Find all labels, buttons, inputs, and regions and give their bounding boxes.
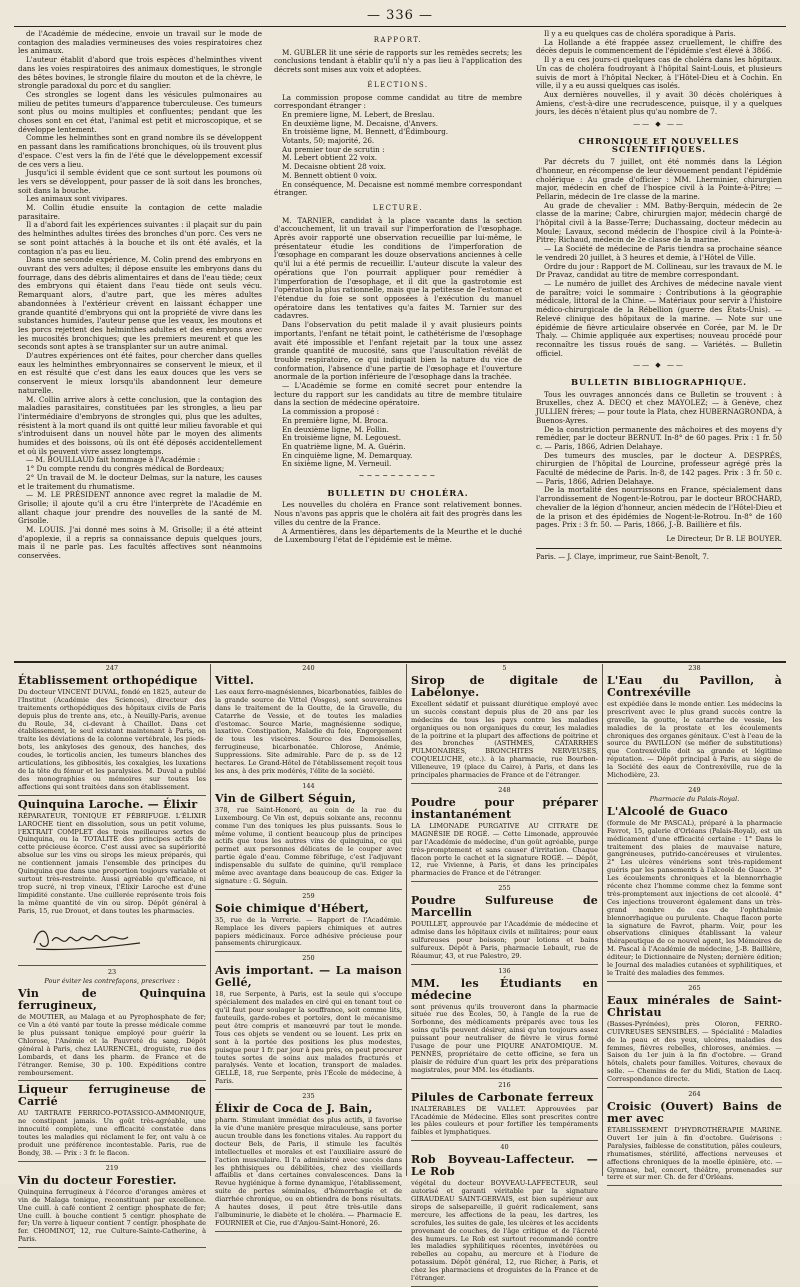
ad-number: 5 bbox=[502, 664, 507, 672]
paragraph: Dans une seconde expérience, M. Colin prend des embryons en ouvrant des vers adultes; il dépose ensuite les embryons dans du fourrage, dans des débris alimentaires et dans de l'eau tiède; ceux des embryons qui étaient dans l'eau tiède ont seuls vécu. Remarquant alors, d'autre part, que les mères adultes abandonnées à l'extérieur crèvent en laissant échapper une grande quantité d'embryons qui ont la propriété de vivre dans les substances humides, l'auteur pense que les veaux, les moutons et les porcs rejettent des helminthes adultes et des embryons avec les mucosités bronchiques; que les premiers meurent et que les seconds sont aptes à se transplanter sur un autre animal. bbox=[18, 255, 262, 352]
imprint-rule bbox=[536, 548, 782, 549]
ad-separator bbox=[411, 783, 598, 784]
ad-title: Eaux minérales de Saint-Christau bbox=[607, 993, 782, 1019]
ad-title: Quinquina Laroche. — Élixir bbox=[18, 797, 198, 811]
paragraph: Ordre du jour : Rapport de M. Collineau, sur les travaux de M. le Dr Pravaz, candidat au titre de membre correspondant. bbox=[536, 261, 782, 280]
paragraph: Des tumeurs des muscles, par le docteur A. DESPRÉS, chirurgien de l'hôpital de Lourcine, professeur agrégé près la Faculté de médecine de Paris. In-8, de 142 pages. Prix : 3 fr. 50 c. — Paris, 1866, Adrien Delahaye. bbox=[536, 450, 782, 486]
ad-title: L'Eau du Pavillon, à Contrexéville bbox=[607, 673, 782, 699]
ad-title: Élixir de Coca de J. Bain, bbox=[215, 1102, 373, 1116]
chronique-heading: CHRONIQUE ET NOUVELLES SCIENTIFIQUES. bbox=[578, 135, 740, 155]
ad-separator bbox=[215, 779, 402, 780]
ad-title: Poudre pour préparer instantanément bbox=[411, 795, 598, 821]
ad-body: LA LIMONADE PURGATIVE AU CITRATE DE MAGNÉSIE DE ROGÉ. — Cette Limonade, approuvée par l'Académie de médecine, d'un goût agréable, purge très-promptement et sans causer d'irritation. Chaque flacon porte le cachet et la signature ROGÉ. — Dépôt, 12, rue Vivienne, à Paris, et dans les principales pharmacies de France et de l'étranger. bbox=[411, 821, 598, 878]
paragraph: Comme les helminthes sont en grand nombre ils se développent en passant dans les ramifications bronchiques, où ils trouvent plus d'espace. C'est vers la fin de l'été que le développement excessif de ces vers a lieu. bbox=[18, 133, 262, 169]
paragraph: La commission a proposé : bbox=[282, 407, 380, 417]
ad-separator bbox=[607, 1087, 782, 1088]
ad-number: 265 bbox=[688, 983, 701, 992]
advertisement bbox=[607, 787, 782, 982]
ad-number: 264 bbox=[688, 1090, 701, 1099]
paragraph: En cinquième ligne, M. Demarquay. bbox=[282, 450, 413, 460]
advertisement bbox=[18, 1165, 206, 1248]
handwritten-signature bbox=[28, 921, 148, 955]
bibliographie-text bbox=[536, 391, 782, 530]
ad-separator bbox=[411, 1078, 598, 1079]
ad-title: Soie chimique d'Hébert, bbox=[215, 901, 369, 915]
ad-number: 235 bbox=[302, 1092, 315, 1101]
ad-title: MM. les Étudiants en médecine bbox=[411, 976, 598, 1002]
paragraph: Dans l'observation du petit malade il y avait plusieurs points importants, l'enfant ne tétait point, le cathétérisme de l'œsophage avait été impossible et l'enfant rejetait par la toux une assez grande quantité de mucosité, sans que l'auscultation révélât de trouble respiratoire, ce qui indiquait bien la nature du vice de conformation, l'absence d'une partie de l'œsophage et l'ouverture anormale de la portion inférieure de l'œsophage dans la trachée. bbox=[274, 320, 522, 382]
paragraph: — La Société de médecine de Paris tiendra sa prochaine séance le vendredi 20 juillet, à 3 heures et demie, à l'Hôtel de Ville. bbox=[536, 244, 782, 262]
paragraph: Au grade de chevalier : MM. Batby-Berquin, médecin de 2e classe de la marine; Cabre, chirurgien major, médecin chargé de l'hôpital civil à la Basse-Terre; Duchassaing, docteur médecin au Moule; Lavaux, second médecin de l'hospice civil à la Pointe-à-Pitre; Richaud, médecin de 2e classe de la marine. bbox=[536, 200, 782, 245]
paragraph: Les nouvelles du choléra en France sont relativement bonnes. Nous n'avons pas appris que le choléra ait fait des progrès dans les villes du centre de la France. bbox=[274, 500, 522, 527]
paragraph: En deuxième ligne, M. Decaisne, d'Anvers. bbox=[282, 118, 439, 128]
paragraph: Il y a eu ces jours-ci quelques cas de choléra dans les hôpitaux. Un cas de choléra foudroyant à l'hôpital Saint-Louis, et plusieurs suivis de mort à l'hôpital Necker, à l'Hôtel-Dieu et à Cochin. En ville, il y a eu aussi quelques cas isolés. bbox=[536, 55, 782, 91]
ad-title: Vin de Gilbert Séguin, bbox=[215, 791, 357, 805]
ad-subheading: Pharmacie du Palais-Royal. bbox=[649, 794, 740, 803]
ad-separator bbox=[18, 1080, 206, 1081]
column-rapport bbox=[274, 30, 522, 650]
ad-separator bbox=[18, 1161, 206, 1162]
advertisement bbox=[215, 893, 402, 953]
advertisement bbox=[215, 783, 402, 890]
paragraph: Jusqu'ici il semble évident que ce sont surtout les poumons où les vers se développent, pour passer de là soit dans les bronches, soit dans la bouche. bbox=[18, 168, 262, 195]
bulletin-cholera-text bbox=[274, 501, 522, 545]
paragraph: D'autres expériences ont été faites, pour chercher dans quelles eaux les helminthes embryonnaires se conservent le mieux, et il en est résulté que c'est dans les eaux douces que les vers se conservent le mieux lorsqu'ils abandonnent leur demeure naturelle. bbox=[18, 351, 262, 395]
paragraph: En premiere ligne, M. Lebert, de Breslau. bbox=[282, 109, 435, 119]
ad-separator bbox=[411, 1140, 598, 1141]
paragraph: M. Decaisne obtient 28 voix. bbox=[282, 162, 387, 172]
advertisement bbox=[607, 665, 782, 784]
ad-title: Sirop de digitale de Labélonye. bbox=[411, 673, 598, 699]
ad-body: POUILLET, approuvée par l'Académie de médecine et admise dans les hôpitaux civils et militaires; pour eaux sulfureuses pour boisson; pour lotions et bains sulfureux. Dépôt à Paris, pharmacie Lebault, rue de Réaumur, 43, et rue Palestro, 29. bbox=[411, 920, 598, 960]
ad-body: végétal du docteur BOYVEAU-LAFFECTEUR, seul autorisé et garanti véritable par la signature GIRAUDEAU SAINT-GERVAIS, est bien supérieur aux sirops de salsepareille, il guérit radicalement, sans mercure, les affections de la peau, les dartres, les scrofules, les suites de gale, les ulcères et les accidents provenant de couches, de l'âge critique et de l'âcreté des humeurs. Le Rob est surtout recommandé contre les maladies syphilitiques récentes, invétérées ou rebelles au copahu, au mercure et à l'iodure de potassium. Dépôt général, 12, rue Richer, à Paris, et chez les pharmaciens et droguistes de la France et de l'étranger. bbox=[411, 1179, 598, 1283]
ad-separator bbox=[411, 964, 598, 965]
paragraph: En première ligne, M. Broca. bbox=[282, 415, 389, 425]
ad-separator bbox=[607, 783, 782, 784]
advertisement bbox=[18, 799, 206, 967]
advertisement bbox=[215, 665, 402, 780]
paragraph: En troisième ligne, M. Bennett, d'Édimbourg. bbox=[282, 127, 449, 137]
paragraph: M. Collin arrive alors à cette conclusion, que la contagion des maladies parasitaires, constituées par les strongles, a lieu par l'intermédiaire d'embryons de strongles qui, plus que les adultes, résistent à la mort quand ils ont quitté leur milieu favorable et qui s'introduisent dans un nouvel hôte par le moyen des aliments humides et des boissons, où ils ont été déposés accidentellement et où ils peuvent vivre assez longtemps. bbox=[18, 394, 262, 456]
ad-separator bbox=[607, 1185, 782, 1186]
ads-column-3 bbox=[407, 664, 603, 1283]
paragraph: Par décrets du 7 juillet, ont été nommés dans la Légion d'honneur, en récompense de leur dévouement pendant l'épidémie cholérique : Au grade d'officier : MM. Lherminier, chirurgien major, médecin en chef de l'hospice civil à la Pointe-à-Pitre; — Pellarin, médecin de 1re classe de la marine. bbox=[536, 157, 782, 201]
elections-heading: ÉLECTIONS. bbox=[367, 80, 429, 89]
paragraph: Tous les ouvrages annoncés dans ce Bulletin se trouvent : à Bruxelles, chez A. DECQ et chez MAYOLEZ; — à Genève, chez JULLIEN frères; — pour toute la Plata, chez HUBERNAGRONDA, à Buenos-Ayres. bbox=[536, 389, 782, 425]
advertisement bbox=[607, 1091, 782, 1186]
ad-title: Établissement orthopédique bbox=[18, 673, 198, 687]
paragraph: La Hollande a été frappée assez cruellement, le chiffre des décès depuis le commencement de l'épidémie s'est élevé à 3866. bbox=[536, 37, 782, 56]
ad-separator bbox=[411, 881, 598, 882]
ad-separator bbox=[18, 795, 206, 796]
advertisement bbox=[18, 1084, 206, 1161]
paragraph: En quatrième ligne, M. A. Guérin. bbox=[282, 441, 406, 451]
paragraph: La commission propose comme candidat au titre de membre correspondant étranger : bbox=[274, 92, 522, 111]
ad-title: Pilules de Carbonate ferreux bbox=[411, 1090, 594, 1104]
paragraph: — Le numéro de juillet des Archives de médecine navale vient de paraître; voici le sommaire : Contributions à la géographie médicale, littoral de la Chine. — Matériaux pour servir à l'histoire médico-chirurgicale de la Rébellion (guerre des États-Unis). — Relevé clinique des hôpitaux de la marine. — Note sur une épidémie de fièvre articulaire observée en Corée, par M. le Dr Thaly. — Chimie appliquée aux expertises; nouveau procédé pour reconnaître les tissus roués de sang. — Variétés. — Bulletin officiel. bbox=[536, 278, 782, 358]
bulletin-cholera-heading: BULLETIN DU CHOLÉRA. bbox=[327, 487, 469, 498]
paragraph: En sixième ligne, M. Verneuil. bbox=[282, 459, 392, 469]
column-chronique bbox=[536, 30, 782, 650]
ad-title: L'Alcoolé de Guaco bbox=[607, 804, 728, 818]
paragraph: 1° Du compte rendu du congrès médical de Bordeaux; bbox=[26, 464, 225, 474]
advertisement bbox=[411, 885, 598, 964]
cholera-continued-text bbox=[536, 30, 782, 117]
ad-number: 255 bbox=[498, 884, 511, 893]
lecture-text bbox=[274, 217, 522, 469]
paragraph: L'auteur établit d'abord que trois espèces d'helminthes vivent dans les voies respiratoires des animaux domestiques, le strongle des bêtes bovines, le strongle filaire du mouton et de la chèvre, le strongle paradoxal du porc et du sanglier. bbox=[18, 55, 262, 91]
paragraph: de l'Académie de médecine, envoie un travail sur le mode de contagion des maladies vermineuses des voies respiratoires chez les animaux. bbox=[18, 29, 262, 56]
paragraph: M. Lebert obtient 22 voix. bbox=[282, 153, 378, 163]
ad-title: Avis important. — La maison Gellé, bbox=[215, 964, 402, 990]
ad-separator bbox=[215, 889, 402, 890]
paragraph: M. LOUIS. J'ai donné mes soins à M. Grisolle; il a été atteint d'apoplexie, il a repris sa connaissance depuis quelques jours, mais il ne parle pas. Les facultés affectives sont néanmoins conservées. bbox=[18, 525, 262, 561]
paragraph: En troisième ligne, M. Legouest. bbox=[282, 433, 401, 443]
ad-separator bbox=[18, 1247, 206, 1248]
ad-body: est expédiée dans le monde entier. Les médecins la prescrivent avec le plus grand succès contre la gravelle, la goutte, le catarrhe de vessie, les maladies de la prostate et les écoulements chroniques des organes génitaux. C'est à l'eau de la source du PAVILLON (se méfier de substitutions) que Contrexéville doit sa grande et légitime réputation. — Dépôt principal à Paris, au siège de la Société des eaux de Contrexéville, rue de la Michodière, 23. bbox=[607, 699, 782, 780]
paragraph: 2° Un travail de M. le docteur Delmas, sur la nature, les causes et le traitement du rhumatisme. bbox=[18, 472, 262, 491]
ad-body: 35, rue de la Verrerie. — Rapport de l'Académie. Remplace les divers papiers chimiques et autres papiers médicinaux. Force adhésive précieuse pour pansements chirurgicaux. bbox=[215, 915, 402, 948]
ornament-divider: ~~~~~~~~~~ bbox=[358, 472, 438, 481]
ad-number: 219 bbox=[105, 1163, 119, 1172]
bibliographie-heading: BULLETIN BIBLIOGRAPHIQUE. bbox=[570, 377, 748, 388]
ornament-divider: —— ◆ —— bbox=[633, 120, 685, 129]
ad-body: ÉTABLISSEMENT D'HYDROTHÉRAPIE MARINE. Ouvert 1er juin à fin d'octobre. Guérisons : Paralysies, faiblesse de constitution, pâles couleurs, rhumatismes, stérilité, affections nerveuses et affections chroniques de la moelle épinière, etc. — Gymnase, bal, concert, théâtre, promenades sur terre et sur mer. Ch. de fer d'Orléans. bbox=[607, 1125, 782, 1182]
paragraph: En conséquence, M. Decaisne est nommé membre correspondant étranger. bbox=[274, 179, 522, 198]
paragraph: Il a d'abord fait les expériences suivantes : il plaçait sur du pain des helminthes adultes tirées des bronches d'un porc. Ces vers ne se sont point attachés à la bouche et ils ont été avalés, et la contagion n'a pas eu lieu. bbox=[18, 220, 262, 256]
ad-body: (formule de Mr PASCAL), préparé à la pharmacie Favrot, 15, galerie d'Orléans (Palais-Royal), est un médicament d'une efficacité certaine : 1° Dans le traitement des plaies de mauvaise nature, gangréneuses, putrido-cancéreuses et virulentes. 2° Les ulcères vénériens sont très-rapidement guéris par les pansements à l'alcoolé de Guaco. 3° Les écoulements chroniques et la blennorrhagie récente chez l'homme comme chez la femme sont très-promptement aux injections de cet alcoolé. 4° Ces injections trouveront également dans un très-grand nombre de cas de l'ophthalmie blennorrhagique ou purulente. Chaque flacon porte la signature de Favrot, pharm. Voir, pour les observations cliniques établissant la valeur thérapeutique de ce nouvel agent, les Mémoires de M. Pascal à l'Académie de médecine, J.-B. Baillière, éditeur; le Dictionnaire de Nysten; dernière édition; le Journal des maladies cutanées et syphilitiques, et le Traité des maladies des femmes. bbox=[607, 818, 782, 977]
ad-body: sont prévenus qu'ils trouveront dans la pharmacie située rue des Écoles, 50, à l'angle de la rue de Sorbonne, des médicaments préparés avec tous les soins qu'ils peuvent désirer, ainsi qu'un toujours assez puissant pour neutraliser de fièvre le virus formé l'usage de pour une PIQURE ANATOMIQUE. M. PENNÈS, propriétaire de cette officine, se fera un plaisir de réduire d'un quart les prix des préparations magistrales, pour MM. les étudiants. bbox=[411, 1002, 598, 1074]
advertisement bbox=[411, 1144, 598, 1287]
ad-preface: Pour éviter les contrefaçons, prescrivez : bbox=[44, 977, 180, 986]
page-number: — 336 — bbox=[366, 8, 434, 23]
advertisement bbox=[215, 1093, 402, 1232]
ad-separator bbox=[607, 981, 782, 982]
ad-body: 18, rue Serpente, à Paris, est la seule qui s'occupe spécialement des malades en ciré qui en tenant tout ce qu'il faut pour soulager la souffrance, soit comme lits, fauteuils, garde-robes et portoirs, dont le mécanisme peut être compris et manœuvré par tout le monde. Tous ces objets se vendent ou se louent. Les prix en sont à la portée des positions les plus modestes, puisque pour 1 fr. par jour à peu près, on peut procurer toutes sortes de soins aux malades fracturés et paralysés. Vente et location, transport de malades. GELLÉ, 18, rue Serpente, près l'École de médecine, à Paris. bbox=[215, 990, 402, 1086]
ads-column-4 bbox=[603, 664, 786, 1182]
ad-body: Les eaux ferro-magnésiennes, bicarbonatées, faibles de la grande source de Vittel (Vosges), sont souveraines dans le traitement de la Goutte, de la Gravelle, du Catarrhe de Vessie, et de toutes les maladies d'estomac. Source Marie, magnésienne sodique, laxative. Constipation, Maladie du foie, Engorgement de tous les viscères. Source des Demoiselles, ferrugineuse, bicarbonatée. Chlorose, Anémie, Suppressions. Site admirable. Parc de p. ss de 12 hectares. Le Grand-Hôtel de l'établissement reçoit tous les ans, à des prix modérés, l'élite de la société. bbox=[215, 687, 402, 775]
ad-title: Rob Boyveau-Laffecteur. — Le Rob bbox=[411, 1153, 598, 1179]
ad-number: 250 bbox=[302, 954, 315, 963]
chronique-text bbox=[536, 158, 782, 358]
advertisements-rule bbox=[14, 661, 786, 663]
paragraph: M. Collin étudie ensuite la contagion de cette maladie parasitaire. bbox=[18, 203, 262, 221]
paragraph: De la mortalité des nourrissons en France, spécialement dans l'arrondissement de Nogent-le-Rotrou, par le docteur BROCHARD, chevalier de la légion d'honneur, ancien médecin de l'Hôtel-Dieu et de la prison et des épidémies de Nogent-le-Rotrou. In-8° de 160 pages. Prix : 3 fr. 50. — Paris, 1866, J.-B. Baillière et fils. bbox=[536, 485, 782, 530]
ad-separator bbox=[215, 1089, 402, 1090]
lecture-heading: LECTURE. bbox=[372, 203, 424, 212]
paragraph: Les animaux sont vivipares. bbox=[26, 194, 128, 204]
advertisement bbox=[18, 665, 206, 796]
advertisement bbox=[18, 969, 206, 1081]
ads-column-2 bbox=[211, 664, 407, 1227]
ornament-divider: —— ◆ —— bbox=[633, 361, 685, 370]
advertisement bbox=[607, 985, 782, 1088]
paragraph: — M. LE PRÉSIDENT annonce avec regret la maladie de M. Grisolle; il ajoute qu'il a cru être l'interprète de l'Académie en allant chaque jour prendre des nouvelles de la santé de M. Grisolle. bbox=[18, 490, 262, 526]
ad-separator bbox=[215, 1231, 402, 1232]
advertisement bbox=[215, 955, 402, 1090]
paragraph: — M. BOUILLAUD fait hommage à l'Académie : bbox=[26, 455, 201, 465]
header-rule bbox=[14, 26, 786, 27]
ad-number: 249 bbox=[688, 785, 701, 794]
paragraph: Il y a eu quelques cas de choléra sporadique à Paris. bbox=[544, 29, 736, 38]
ad-body: 378, rue Saint-Honoré, au coin de la rue du Luxembourg. Ce Vin est, depuis soixante ans, reconnu comme l'un des toniques les plus puissants. Sous le même volume, il contient beaucoup plus de principes actifs que tous les autres vins de quinquina, ce qui permet aux personnes délicates de le couper avec partie égale d'eau. Comme fébrifuge, c'est l'adjuvant indispensable du sulfate de quinine, qu'il remplace même avec avantage dans beaucoup de cas. Exiger la signature : G. Séguin. bbox=[215, 805, 402, 885]
ad-number: 23 bbox=[107, 968, 117, 977]
ad-number: 247 bbox=[105, 664, 119, 672]
ad-body: de MOUTIER, au Malaga et au Pyrophosphate de fer; ce Vin a été vanté par toute la presse médicale comme le plus puissant tonique employé pour guérir la Chlorose, l'Anémie et la Pauvreté du sang. Dépôt général à Paris, chez LAURENCEL, droguiste, rue des Lombards, et dans les pharm. de France et de l'étranger. Remise, 30 p. 100. Expéditions contre remboursement. bbox=[18, 1013, 206, 1077]
ad-number: 259 bbox=[302, 891, 315, 900]
rapport-text bbox=[274, 49, 522, 75]
paragraph: En deuxième ligne, M. Follin. bbox=[282, 424, 389, 434]
paragraph: A Armentières, dans les départements de la Meurthe et le duché de Luxembourg l'état de l'épidémie est le même. bbox=[274, 526, 522, 545]
ads-column-1 bbox=[14, 664, 211, 1244]
printer-imprint: Paris. — J. Claye, imprimeur, rue Saint-Benoît, 7. bbox=[536, 552, 710, 561]
paragraph: Votants, 50; majorité, 26. bbox=[282, 136, 375, 146]
ad-body: INALTÉRABLES DE VALLET. Approuvées par l'Académie de Médecine. Elles sont prescrites contre les pâles couleurs et pour fortifier les tempéraments faibles et lymphatiques. bbox=[411, 1104, 598, 1137]
ad-number: 144 bbox=[302, 781, 315, 790]
ad-title: Vittel. bbox=[215, 673, 255, 687]
ad-body: Du docteur VINCENT DUVAL, fondé en 1825, auteur de l'Institut (Académie des Sciences), directeur des traitements orthopédiques des hôpitaux civils de Paris depuis plus de trente ans, etc., à Neuilly-Paris, avenue du Roule, 34, ci-devant à Chaillot. Dans cet établissement, le seul existant maintenant à Paris, on traite les déviations de la colonne vertébrale, les pieds-bots, les ankyloses des genoux, des hanches, des coudes, le torticolis ancien, les tumeurs blanches des articulations, les gibbosités, les coxalgies, les luxations de la tête du fémur et les paralysies. M. Duval a publié des monographies ou mémoires sur toutes les affections qui sont traitées dans son établissement. bbox=[18, 687, 206, 791]
paragraph: Aux dernières nouvelles, il y avait 30 décès cholériques à Amiens, c'est-à-dire une recrudescence, puisque, il y a quelques jours, les décès n'étaient plus qu'au nombre de 7. bbox=[536, 89, 782, 117]
elections-text bbox=[274, 94, 522, 198]
ad-title: Poudre Sulfureuse de Marcellin bbox=[411, 894, 598, 920]
ad-number: 136 bbox=[498, 966, 511, 975]
ad-number: 240 bbox=[302, 664, 315, 672]
paragraph: Au premier tour de scrutin : bbox=[282, 144, 385, 154]
rapport-heading: RAPPORT. bbox=[373, 36, 423, 44]
paragraph: M. TARNIER, candidat à la place vacante dans la section d'accouchement, lit un travail sur l'imperforation de l'œsophage. Après avoir rapporté une observation recueillie par lui-même, le présentateur étudie les conditions de l'imperforation de l'œsophage en comparant les douze observations anciennes à celle qu'il lui a été permis de recueillir. L'auteur discute la valeur des opérations que l'on pourrait appliquer pour remédier à l'imperforation de l'œsophage, et il dit que la gastrotomie est l'opération la plus rationnelle, mais que la petitesse de l'estomac et l'étendue du foie se sont opposées à l'exécution du manuel opératoire dans les tentatives qu'a faites M. Tarnier sur des cadavres. bbox=[274, 215, 522, 321]
paragraph: M. GUBLER lit une série de rapports sur les remèdes secrets; les conclusions tendant à établir qu'il n'y a pas lieu à l'application des décrets sont mises aux voix et adoptées. bbox=[274, 47, 522, 75]
paragraph: — L'Académie se forme en comité secret pour entendre la lecture du rapport sur les candidats au titre de membre titulaire dans la section de médecine opératoire. bbox=[274, 381, 522, 408]
advertisement bbox=[411, 665, 598, 784]
ad-body: RÉPARATEUR, TONIQUE ET FÉBRIFUGE. L'ÉLIXIR LAROCHE tient en dissolution, sous un petit volume, l'EXTRAIT COMPLET des trois meilleures sortes de Quinquina, ou la TOTALITÉ des principes actifs de cette précieuse écorce. C'est aussi avec sa supériorité absolue sur les vins ou sirops les mieux préparés, qui ne contiennent jamais l'ensemble des principes du Quinquina que dans une proportion toujours variable et surtout très-restreinte. Aussi agréable qu'efficace, ni trop sucré, ni trop vineux, l'Élixir Laroche est d'une limpidité constante. Une cuillerée représente trois fois la même quantité de vin ou sirop. Dépôt général à Paris, 15, rue Drouot, et dans toutes les pharmacies. bbox=[18, 811, 206, 915]
paragraph: M. Bennett obtient 0 voix. bbox=[282, 170, 378, 180]
ad-body: Quinquina ferrugineux à l'écorce d'oranges amères et vin de Malaga tonique, reconstituant par excellence. Une cuill. à café contient 2 centigr. phosphate de fer; Une cuill. à bouche contient 5 centigr. phosphate de fer; Un verre à liqueur contient 7 centigr. phosphate de fer. CHOMINOT, 12, rue Culture-Sainte-Catherine, à Paris. bbox=[18, 1187, 206, 1244]
ad-separator bbox=[18, 965, 206, 966]
advertisement bbox=[411, 787, 598, 882]
ad-title: Croisic (Ouvert) Bains de mer avec bbox=[607, 1099, 782, 1125]
paragraph: De la constriction permanente des mâchoires et des moyens d'y remédier, par le docteur BERNUT. In-8° de 60 pages. Prix : 1 fr. 50 c. — Paris, 1866, Adrien Delahaye. bbox=[536, 424, 782, 451]
ad-number: 216 bbox=[498, 1080, 511, 1089]
ad-body: (Basses-Pyrénées), près Oloron, FERRO-CUIVREUSES SENSIBLES. — Spécialité : Maladies de la peau et des yeux, ulcères, maladies des femmes, fièvres rebelles, chloroses, anémies. — Saison du 1er juin à la fin d'octobre. — Grand hôtels, chalets pour familles. Voitures, chevaux de selle. — Chemins de fer du Midi, Station de Lacq. Correspondance directe. bbox=[607, 1019, 782, 1084]
advertisement bbox=[411, 968, 598, 1079]
director-signature: Le Directeur, Dr B. LE BOUYER. bbox=[666, 534, 782, 543]
column-academie bbox=[18, 30, 262, 650]
ad-number: 40 bbox=[500, 1143, 509, 1152]
ad-body: Excellent sédatif et puissant diurétique employé avec un succès constant depuis plus de 20 ans par les médecins de tous les pays contre les maladies organiques ou non organiques du cœur, les maladies de la poitrine et la plupart des affections de poitrine et des bronches (ASTHMES, CATARRHES PULMONAIRES, BRONCHITES NERVEUSES, COQUELUCHE, etc.). à la pharmacie, rue Bourbon-Villeneuve, 19 (place du Caire), à Paris, et dans les principales pharmacies de France et de l'étranger. bbox=[411, 699, 598, 780]
ad-body: pharm. Stimulant immédiat des plus actifs, il favorise la vie d'une manière presque miraculeuse, sans porter aucun trouble dans les fonctions vitales. Au rapport du docteur Bels, de Paris, il stimule les facultés intellectuelles et morales et est l'auxiliaire assuré de l'action musculaire. Il l'a administré avec succès dans les phthisiques ou débilitées, chez des vieillards affaiblis et dans certaines convalescences. Dans la Revue hygiénique à forme dynamique, l'établissement, suite de pertes séminales, d'hémorrhagie et de diarrhée chronique, ou en obtiendra de bons résultats. A hautes doses, il peut être très-utile dans l'albuminurie, le diabète et le choléra. — Pharmacie E. FOURNIER et Cie, rue d'Anjou-Saint-Honoré, 26. bbox=[215, 1116, 402, 1227]
ad-title: Liqueur ferrugineuse de Carrié bbox=[18, 1083, 206, 1109]
advertisement bbox=[411, 1082, 598, 1142]
ad-number: 248 bbox=[498, 785, 511, 794]
ad-number: 238 bbox=[688, 664, 701, 672]
ad-title: Vin du docteur Forestier. bbox=[18, 1173, 177, 1187]
ad-separator bbox=[215, 951, 402, 952]
ad-title: Vin de Quinquina ferrugineux, bbox=[18, 987, 206, 1013]
paragraph: Ces strongles se logent dans les vésicules pulmonaires au milieu de petites tumeurs d'apparence tuberculeuse. Ces tumeurs sont plus ou moins multiples et confluentes; pendant que les choses sont en cet état, l'animal est petit et microscopique, et se développe lentement. bbox=[18, 89, 262, 134]
ad-body: AU TARTRATE FERRICO-POTASSICO-AMMONIQUE, ne constipant jamais. Un goût très-agréable, une innocuité complète, une efficacité constatée dans toutes les maladies qui réclament le fer, ont valu à ce produit une préférence incontestable. Paris, rue de Bondy, 38. — Prix : 3 fr. le flacon. bbox=[18, 1109, 206, 1157]
